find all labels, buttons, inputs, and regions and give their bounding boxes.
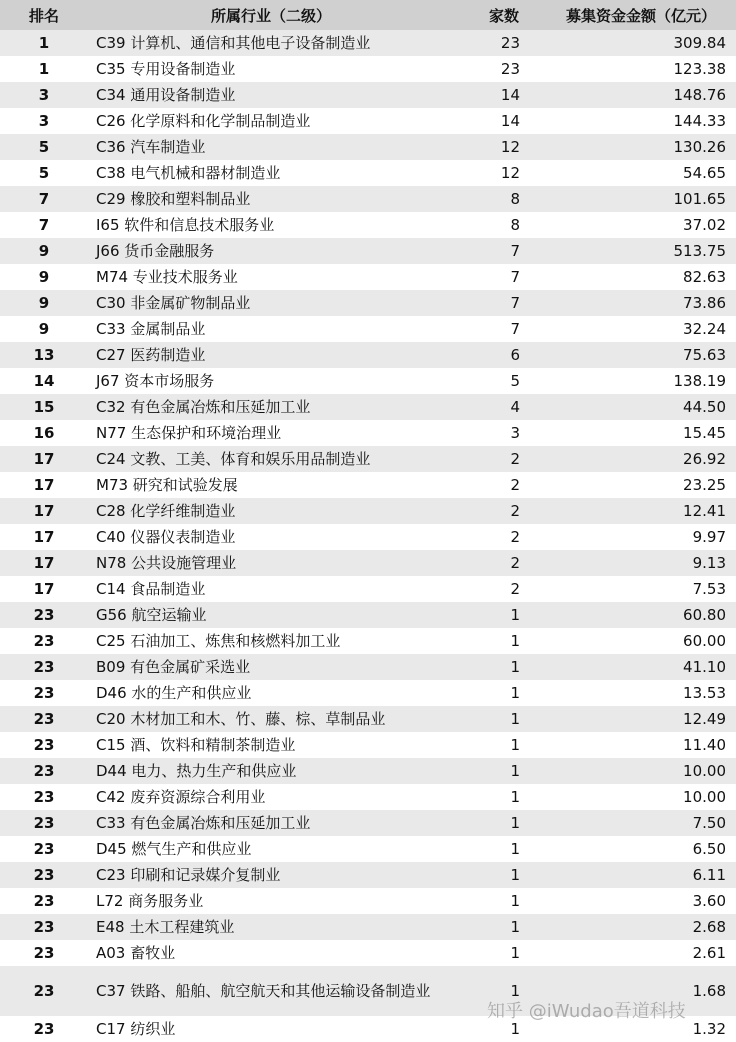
amount-cell: 101.65 bbox=[546, 186, 736, 212]
count-cell: 8 bbox=[454, 212, 546, 238]
industry-cell: E48 土木工程建筑业 bbox=[88, 914, 454, 940]
industry-cell: N78 公共设施管理业 bbox=[88, 550, 454, 576]
table-row bbox=[0, 472, 736, 498]
industry-cell: D45 燃气生产和供应业 bbox=[88, 836, 454, 862]
industry-cell: G56 航空运输业 bbox=[88, 602, 454, 628]
count-cell: 1 bbox=[454, 602, 546, 628]
count-cell: 2 bbox=[454, 472, 546, 498]
rank-cell: 3 bbox=[0, 82, 88, 108]
amount-cell: 44.50 bbox=[546, 394, 736, 420]
rank-cell: 23 bbox=[0, 810, 88, 836]
count-cell: 1 bbox=[454, 1016, 546, 1042]
header-rank: 排名 bbox=[0, 0, 88, 30]
rank-cell: 23 bbox=[0, 680, 88, 706]
rank-cell: 23 bbox=[0, 706, 88, 732]
count-cell: 2 bbox=[454, 498, 546, 524]
count-cell: 1 bbox=[454, 784, 546, 810]
industry-cell: C26 化学原料和化学制品制造业 bbox=[88, 108, 454, 134]
amount-cell: 3.60 bbox=[546, 888, 736, 914]
rank-cell: 9 bbox=[0, 238, 88, 264]
amount-cell: 7.50 bbox=[546, 810, 736, 836]
count-cell: 2 bbox=[454, 446, 546, 472]
table-row bbox=[0, 342, 736, 368]
table-row bbox=[0, 888, 736, 914]
table-row bbox=[0, 316, 736, 342]
industry-cell: M73 研究和试验发展 bbox=[88, 472, 454, 498]
industry-cell: M74 专业技术服务业 bbox=[88, 264, 454, 290]
table-row bbox=[0, 524, 736, 550]
rank-cell: 23 bbox=[0, 888, 88, 914]
rank-cell: 17 bbox=[0, 524, 88, 550]
amount-cell: 123.38 bbox=[546, 56, 736, 82]
rank-cell: 14 bbox=[0, 368, 88, 394]
table-row bbox=[0, 966, 736, 1016]
industry-cell: L72 商务服务业 bbox=[88, 888, 454, 914]
industry-cell: C24 文教、工美、体育和娱乐用品制造业 bbox=[88, 446, 454, 472]
industry-cell: C32 有色金属冶炼和压延加工业 bbox=[88, 394, 454, 420]
industry-cell: C17 纺织业 bbox=[88, 1016, 454, 1042]
rank-cell: 17 bbox=[0, 576, 88, 602]
amount-cell: 1.32 bbox=[546, 1016, 736, 1042]
amount-cell: 54.65 bbox=[546, 160, 736, 186]
rank-cell: 17 bbox=[0, 446, 88, 472]
amount-cell: 60.00 bbox=[546, 628, 736, 654]
industry-cell: J66 货币金融服务 bbox=[88, 238, 454, 264]
table-row bbox=[0, 602, 736, 628]
amount-cell: 1.68 bbox=[546, 966, 736, 1016]
amount-cell: 2.68 bbox=[546, 914, 736, 940]
table-row bbox=[0, 758, 736, 784]
industry-cell: C20 木材加工和木、竹、藤、棕、草制品业 bbox=[88, 706, 454, 732]
table-row bbox=[0, 82, 736, 108]
rank-cell: 9 bbox=[0, 264, 88, 290]
count-cell: 1 bbox=[454, 888, 546, 914]
rank-cell: 9 bbox=[0, 290, 88, 316]
amount-cell: 23.25 bbox=[546, 472, 736, 498]
industry-cell: C38 电气机械和器材制造业 bbox=[88, 160, 454, 186]
amount-cell: 10.00 bbox=[546, 758, 736, 784]
rank-cell: 23 bbox=[0, 1016, 88, 1042]
table-row bbox=[0, 394, 736, 420]
count-cell: 14 bbox=[454, 82, 546, 108]
rank-cell: 7 bbox=[0, 212, 88, 238]
industry-cell: C33 金属制品业 bbox=[88, 316, 454, 342]
amount-cell: 144.33 bbox=[546, 108, 736, 134]
amount-cell: 75.63 bbox=[546, 342, 736, 368]
amount-cell: 73.86 bbox=[546, 290, 736, 316]
industry-cell: C27 医药制造业 bbox=[88, 342, 454, 368]
table-row bbox=[0, 576, 736, 602]
table-row bbox=[0, 30, 736, 56]
count-cell: 6 bbox=[454, 342, 546, 368]
rank-cell: 23 bbox=[0, 784, 88, 810]
table-row bbox=[0, 732, 736, 758]
count-cell: 1 bbox=[454, 836, 546, 862]
table-row bbox=[0, 290, 736, 316]
industry-cell: C37 铁路、船舶、航空航天和其他运输设备制造业 bbox=[88, 966, 454, 1016]
industry-cell: J67 资本市场服务 bbox=[88, 368, 454, 394]
count-cell: 4 bbox=[454, 394, 546, 420]
industry-cell: C34 通用设备制造业 bbox=[88, 82, 454, 108]
rank-cell: 17 bbox=[0, 472, 88, 498]
count-cell: 2 bbox=[454, 524, 546, 550]
table-row bbox=[0, 108, 736, 134]
header-count: 家数 bbox=[454, 0, 546, 30]
amount-cell: 2.61 bbox=[546, 940, 736, 966]
rank-cell: 23 bbox=[0, 732, 88, 758]
count-cell: 23 bbox=[454, 30, 546, 56]
table-row bbox=[0, 940, 736, 966]
count-cell: 5 bbox=[454, 368, 546, 394]
industry-cell: C15 酒、饮料和精制茶制造业 bbox=[88, 732, 454, 758]
count-cell: 12 bbox=[454, 160, 546, 186]
amount-cell: 11.40 bbox=[546, 732, 736, 758]
amount-cell: 148.76 bbox=[546, 82, 736, 108]
count-cell: 2 bbox=[454, 550, 546, 576]
table-row bbox=[0, 420, 736, 446]
count-cell: 23 bbox=[454, 56, 546, 82]
industry-cell: C30 非金属矿物制品业 bbox=[88, 290, 454, 316]
count-cell: 12 bbox=[454, 134, 546, 160]
rank-cell: 15 bbox=[0, 394, 88, 420]
industry-cell: C42 废弃资源综合利用业 bbox=[88, 784, 454, 810]
count-cell: 1 bbox=[454, 914, 546, 940]
table-row bbox=[0, 160, 736, 186]
industry-cell: I65 软件和信息技术服务业 bbox=[88, 212, 454, 238]
rank-cell: 1 bbox=[0, 56, 88, 82]
amount-cell: 10.00 bbox=[546, 784, 736, 810]
industry-cell: C23 印刷和记录媒介复制业 bbox=[88, 862, 454, 888]
rank-cell: 5 bbox=[0, 160, 88, 186]
count-cell: 1 bbox=[454, 706, 546, 732]
rank-cell: 23 bbox=[0, 758, 88, 784]
amount-cell: 15.45 bbox=[546, 420, 736, 446]
industry-cell: D44 电力、热力生产和供应业 bbox=[88, 758, 454, 784]
rank-cell: 9 bbox=[0, 316, 88, 342]
table-row bbox=[0, 134, 736, 160]
amount-cell: 82.63 bbox=[546, 264, 736, 290]
table-row bbox=[0, 706, 736, 732]
table-row bbox=[0, 862, 736, 888]
table-row bbox=[0, 628, 736, 654]
industry-cell: C40 仪器仪表制造业 bbox=[88, 524, 454, 550]
industry-cell: C14 食品制造业 bbox=[88, 576, 454, 602]
table-row bbox=[0, 446, 736, 472]
amount-cell: 6.50 bbox=[546, 836, 736, 862]
table-row bbox=[0, 550, 736, 576]
table-row bbox=[0, 654, 736, 680]
amount-cell: 12.41 bbox=[546, 498, 736, 524]
rank-cell: 23 bbox=[0, 940, 88, 966]
table-row bbox=[0, 212, 736, 238]
header-amount: 募集资金金额（亿元） bbox=[546, 0, 736, 30]
rank-cell: 5 bbox=[0, 134, 88, 160]
count-cell: 1 bbox=[454, 654, 546, 680]
table-row bbox=[0, 264, 736, 290]
count-cell: 2 bbox=[454, 576, 546, 602]
count-cell: 3 bbox=[454, 420, 546, 446]
industry-cell: D46 水的生产和供应业 bbox=[88, 680, 454, 706]
industry-cell: A03 畜牧业 bbox=[88, 940, 454, 966]
amount-cell: 13.53 bbox=[546, 680, 736, 706]
rank-cell: 23 bbox=[0, 654, 88, 680]
amount-cell: 37.02 bbox=[546, 212, 736, 238]
table-row bbox=[0, 914, 736, 940]
industry-cell: C36 汽车制造业 bbox=[88, 134, 454, 160]
amount-cell: 138.19 bbox=[546, 368, 736, 394]
amount-cell: 26.92 bbox=[546, 446, 736, 472]
table-row bbox=[0, 498, 736, 524]
rank-cell: 23 bbox=[0, 836, 88, 862]
table-row bbox=[0, 186, 736, 212]
rank-cell: 1 bbox=[0, 30, 88, 56]
industry-cell: C39 计算机、通信和其他电子设备制造业 bbox=[88, 30, 454, 56]
count-cell: 7 bbox=[454, 238, 546, 264]
count-cell: 1 bbox=[454, 628, 546, 654]
count-cell: 1 bbox=[454, 810, 546, 836]
table-row bbox=[0, 810, 736, 836]
industry-cell: C29 橡胶和塑料制品业 bbox=[88, 186, 454, 212]
industry-cell: C33 有色金属冶炼和压延加工业 bbox=[88, 810, 454, 836]
industry-cell: C28 化学纤维制造业 bbox=[88, 498, 454, 524]
count-cell: 1 bbox=[454, 862, 546, 888]
count-cell: 1 bbox=[454, 940, 546, 966]
rank-cell: 17 bbox=[0, 550, 88, 576]
industry-cell: C35 专用设备制造业 bbox=[88, 56, 454, 82]
rank-cell: 23 bbox=[0, 966, 88, 1016]
table-row bbox=[0, 368, 736, 394]
count-cell: 1 bbox=[454, 758, 546, 784]
table-row bbox=[0, 238, 736, 264]
table-row bbox=[0, 1016, 736, 1042]
amount-cell: 513.75 bbox=[546, 238, 736, 264]
industry-cell: C25 石油加工、炼焦和核燃料加工业 bbox=[88, 628, 454, 654]
industry-cell: B09 有色金属矿采选业 bbox=[88, 654, 454, 680]
rank-cell: 13 bbox=[0, 342, 88, 368]
rank-cell: 23 bbox=[0, 602, 88, 628]
table-body bbox=[0, 30, 736, 1042]
rank-cell: 7 bbox=[0, 186, 88, 212]
rank-cell: 3 bbox=[0, 108, 88, 134]
header-industry: 所属行业（二级） bbox=[88, 0, 454, 30]
table-row bbox=[0, 784, 736, 810]
rank-cell: 17 bbox=[0, 498, 88, 524]
rank-cell: 23 bbox=[0, 628, 88, 654]
amount-cell: 9.13 bbox=[546, 550, 736, 576]
count-cell: 7 bbox=[454, 316, 546, 342]
amount-cell: 32.24 bbox=[546, 316, 736, 342]
industry-cell: N77 生态保护和环境治理业 bbox=[88, 420, 454, 446]
count-cell: 14 bbox=[454, 108, 546, 134]
rank-cell: 16 bbox=[0, 420, 88, 446]
table-row bbox=[0, 56, 736, 82]
amount-cell: 60.80 bbox=[546, 602, 736, 628]
watermark: 知乎 @iWudao吾道科技 bbox=[487, 1001, 686, 1022]
amount-cell: 12.49 bbox=[546, 706, 736, 732]
amount-cell: 130.26 bbox=[546, 134, 736, 160]
amount-cell: 6.11 bbox=[546, 862, 736, 888]
amount-cell: 7.53 bbox=[546, 576, 736, 602]
amount-cell: 9.97 bbox=[546, 524, 736, 550]
table-row bbox=[0, 680, 736, 706]
count-cell: 1 bbox=[454, 732, 546, 758]
amount-cell: 309.84 bbox=[546, 30, 736, 56]
count-cell: 8 bbox=[454, 186, 546, 212]
count-cell: 1 bbox=[454, 966, 546, 1016]
table-row bbox=[0, 836, 736, 862]
header-row bbox=[0, 0, 736, 30]
rank-cell: 23 bbox=[0, 862, 88, 888]
amount-cell: 41.10 bbox=[546, 654, 736, 680]
rank-cell: 23 bbox=[0, 914, 88, 940]
count-cell: 1 bbox=[454, 680, 546, 706]
count-cell: 7 bbox=[454, 290, 546, 316]
count-cell: 7 bbox=[454, 264, 546, 290]
